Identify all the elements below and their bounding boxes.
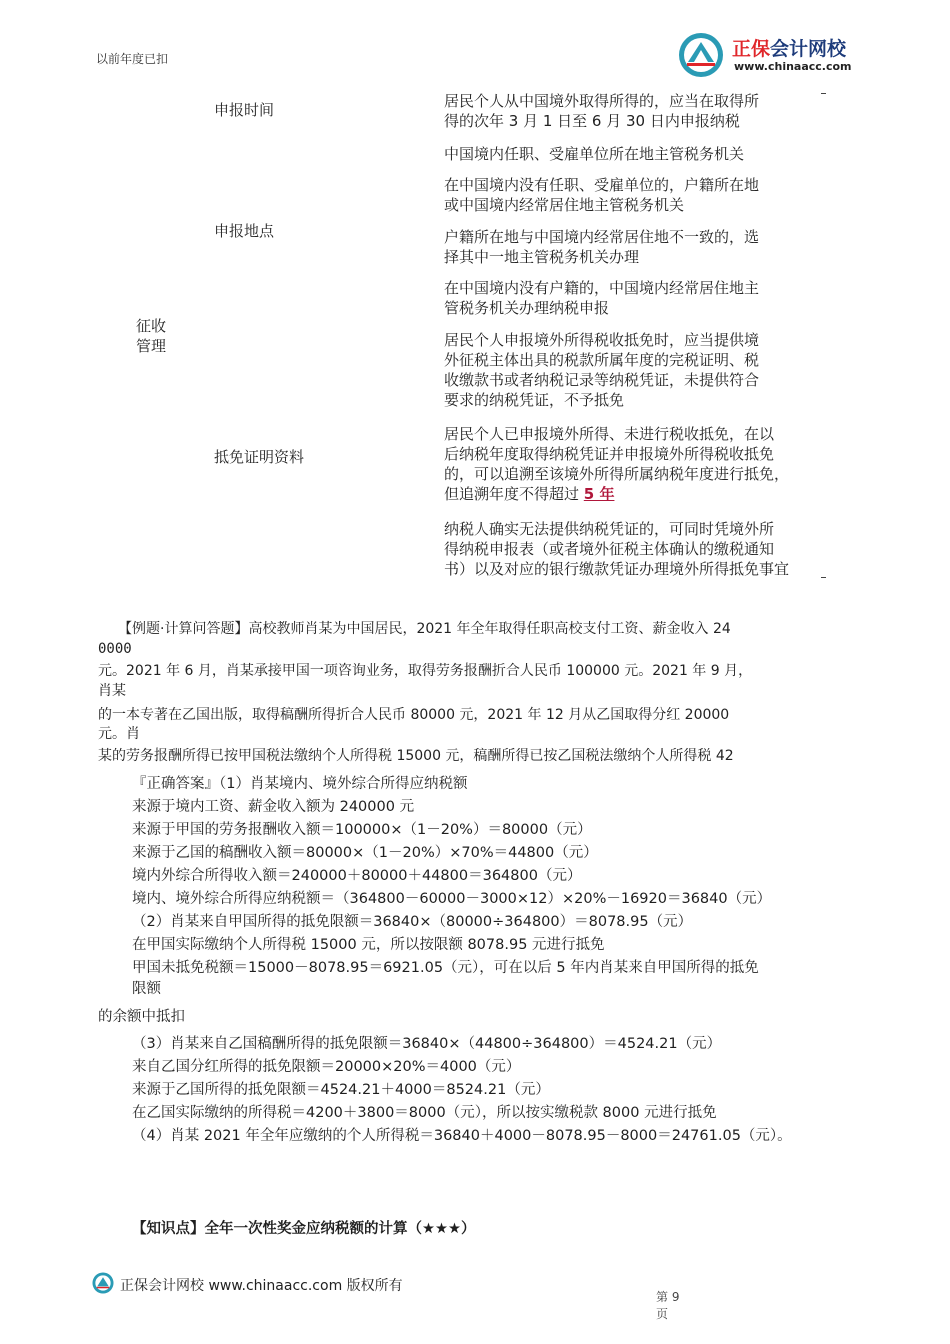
answer-line-14: 在乙国实际缴纳的所得税＝4200＋3800＝8000（元），所以按实缴税款 8000 元进行抵免: [132, 1105, 717, 1121]
filing-place-cut-line: 中国境内任职、受雇单位所在地主管税务机关: [444, 145, 745, 163]
answer-line-8: 在甲国实际缴纳个人所得税 15000 元，所以按限额 8078.95 元进行抵免: [132, 937, 605, 953]
answer-line-4: 来源于乙国的稿酬收入额＝80000×（1－20%）×70%＝44800（元）: [132, 845, 598, 861]
filing-place-para-2: 户籍所在地与中国境内经常居住地不一致的，选 择其中一地主管税务机关办理: [444, 228, 760, 266]
top-left-cut-text: 以前年度已扣: [96, 52, 169, 66]
credit-proof-para-2: 居民个人已申报境外所得、未进行税收抵免，在以 后纳税年度取得纳税凭证并申报境外所得税收抵免 的，可以追溯至该境外所得所属纳税年度进行抵免， 但追溯年度不得超过 5 年: [444, 425, 790, 503]
answer-line-13: 来源于乙国所得的抵免限额＝4524.21＋4000＝8524.21（元）: [132, 1082, 550, 1098]
answer-line-7: （2）肖某来自甲国所得的抵免限额＝36840×（80000÷364800）＝8078.95（元）: [132, 914, 693, 930]
table-edge-mark: [821, 93, 826, 94]
next-section-heading: 【知识点】全年一次性奖金应纳税额的计算（★★★）: [132, 1221, 476, 1237]
answer-cut-line: 的余额中抵扣: [98, 1009, 185, 1025]
answer-line-11: （3）肖某来自乙国稿酬所得的抵免限额＝36840×（44800÷364800）＝4524.21（元）: [132, 1036, 722, 1052]
answer-line-5: 境内外综合所得收入额＝240000＋80000＋44800＝364800（元）: [132, 868, 582, 884]
filing-time-line-1: 居民个人从中国境外取得所得的，应当在取得所: [444, 92, 760, 110]
filing-place-para-3: 在中国境内没有户籍的，中国境内经常居住地主 管税务机关办理纳税申报: [444, 279, 760, 317]
example-line-4: 肖某: [98, 683, 126, 699]
brand-logo-icon: [678, 32, 724, 78]
five-year-emphasis: 5 年: [583, 485, 615, 503]
example-line-1: 【例题·计算问答题】高校教师肖某为中国居民，2021 年全年取得任职高校支付工资、薪金收入 24: [118, 621, 731, 637]
page-number: 第 9 页: [656, 1290, 680, 1321]
answer-line-2: 来源于境内工资、薪金收入额为 240000 元: [132, 799, 415, 815]
table-edge-mark-bottom: [821, 577, 826, 578]
example-line-2: 0000: [98, 641, 132, 657]
answer-line-6: 境内、境外综合所得应纳税额＝（364800－60000－3000×12）×20%－16920＝36840（元）: [132, 891, 772, 907]
example-line-5: 的一本专著在乙国出版，取得稿酬所得折合人民币 80000 元，2021 年 12 月从乙国取得分红 20000: [98, 707, 730, 723]
example-line-7: 某的劳务报酬所得已按甲国税法缴纳个人所得税 15000 元，稿酬所得已按乙国税法缴纳个人所得税 42: [98, 748, 734, 764]
brand-logo[interactable]: [678, 30, 868, 80]
answer-line-15: （4）肖某 2021 年全年应缴纳的个人所得税＝36840＋4000－8078.95－8000＝24761.05（元）。: [132, 1128, 792, 1144]
brand-name: 正保会计网校: [732, 38, 847, 60]
answer-line-3: 来源于甲国的劳务报酬收入额＝100000×（1－20%）＝80000（元）: [132, 822, 592, 838]
row-label-filing-time: 申报时间: [214, 101, 275, 119]
filing-time-line-2: 得的次年 3 月 1 日至 6 月 30 日内申报纳税: [444, 112, 740, 130]
footer-logo-icon: [92, 1272, 114, 1294]
answer-line-1: 『正确答案』（1）肖某境内、境外综合所得应纳税额: [132, 776, 468, 792]
brand-url: www.chinaacc.com: [734, 60, 852, 73]
answer-line-9: 甲国未抵免税额＝15000－8078.95＝6921.05（元），可在以后 5 年内肖某来自甲国所得的抵免: [132, 960, 759, 976]
example-line-3: 元。2021 年 6 月，肖某承接甲国一项咨询业务，取得劳务报酬折合人民币 100000 元。2021 年 9 月，: [98, 663, 753, 679]
example-line-6: 元。肖: [98, 726, 140, 742]
credit-proof-para-3: 纳税人确实无法提供纳税凭证的，可同时凭境外所 得纳税申报表（或者境外征税主体确认的缴税通知 书）以及对应的银行缴款凭证办理境外所得抵免事宜: [444, 520, 790, 578]
filing-place-para-1: 在中国境内没有任职、受雇单位的，户籍所在地 或中国境内经常居住地主管税务机关: [444, 176, 760, 214]
credit-proof-para-1: 居民个人申报境外所得税收抵免时，应当提供境 外征税主体出具的税款所属年度的完税证明、税 收缴款书或者纳税记录等纳税凭证，未提供符合 要求的纳税凭证，不予抵免: [444, 331, 760, 409]
row-label-filing-place: 申报地点: [214, 222, 275, 240]
answer-line-10: 限额: [132, 981, 161, 997]
row-label-credit-proof: 抵免证明资料: [214, 448, 305, 466]
answer-line-12: 来自乙国分红所得的抵免限额＝20000×20%＝4000（元）: [132, 1059, 521, 1075]
category-label: 征收 管理: [136, 317, 167, 355]
footer-copyright: 正保会计网校 www.chinaacc.com 版权所有: [120, 1278, 403, 1294]
